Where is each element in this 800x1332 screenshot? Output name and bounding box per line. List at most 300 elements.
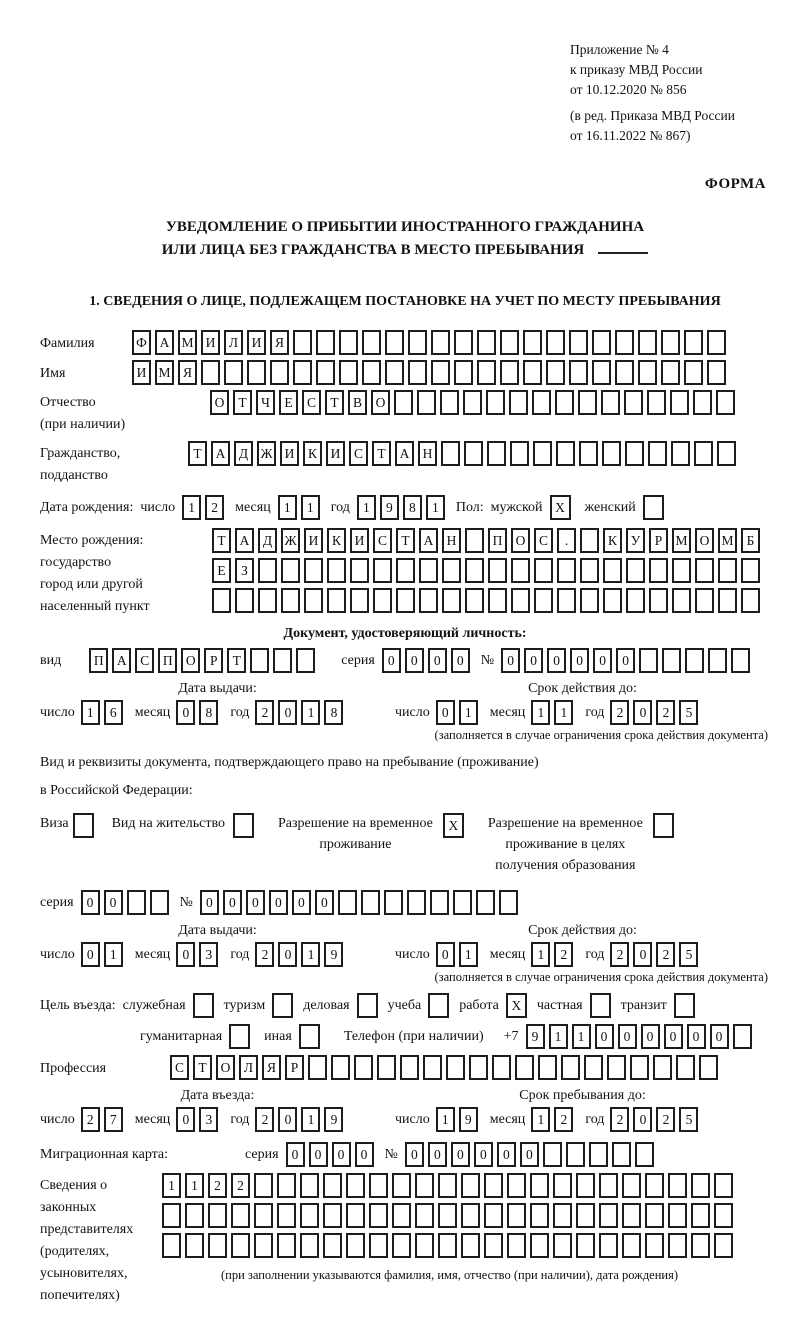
char-cell[interactable]: 0 — [200, 890, 219, 915]
char-cell[interactable]: 0 — [687, 1024, 706, 1049]
char-cell[interactable] — [645, 1173, 664, 1198]
char-cell[interactable] — [208, 1233, 227, 1258]
char-cell[interactable] — [296, 648, 315, 673]
char-cell[interactable] — [464, 441, 483, 466]
char-cell[interactable]: 1 — [572, 1024, 591, 1049]
purpose-official-checkbox[interactable] — [193, 993, 214, 1018]
char-cell[interactable]: 0 — [633, 942, 652, 967]
char-cell[interactable] — [602, 441, 621, 466]
char-cell[interactable]: 9 — [324, 942, 343, 967]
char-cell[interactable] — [396, 588, 415, 613]
char-cell[interactable] — [580, 588, 599, 613]
char-cell[interactable] — [695, 588, 714, 613]
char-cell[interactable]: Р — [649, 528, 668, 553]
char-cell[interactable] — [247, 360, 266, 385]
char-cell[interactable]: И — [326, 441, 345, 466]
char-cell[interactable] — [543, 1142, 562, 1167]
char-cell[interactable] — [676, 1055, 695, 1080]
char-cell[interactable]: Д — [234, 441, 253, 466]
char-cell[interactable]: Ж — [257, 441, 276, 466]
char-cell[interactable] — [630, 1055, 649, 1080]
char-cell[interactable]: 1 — [104, 942, 123, 967]
char-cell[interactable]: 0 — [474, 1142, 493, 1167]
char-cell[interactable]: 5 — [679, 700, 698, 725]
char-cell[interactable] — [369, 1173, 388, 1198]
char-cell[interactable]: Ч — [256, 390, 275, 415]
char-cell[interactable] — [350, 558, 369, 583]
char-cell[interactable] — [254, 1233, 273, 1258]
char-cell[interactable]: 0 — [618, 1024, 637, 1049]
char-cell[interactable]: 0 — [292, 890, 311, 915]
char-cell[interactable]: И — [350, 528, 369, 553]
char-cell[interactable]: 1 — [301, 942, 320, 967]
char-cell[interactable] — [258, 558, 277, 583]
char-cell[interactable] — [415, 1203, 434, 1228]
char-cell[interactable]: 0 — [315, 890, 334, 915]
char-cell[interactable] — [601, 390, 620, 415]
char-cell[interactable] — [150, 890, 169, 915]
char-cell[interactable] — [555, 390, 574, 415]
char-cell[interactable]: К — [303, 441, 322, 466]
char-cell[interactable]: Я — [270, 330, 289, 355]
char-cell[interactable] — [465, 558, 484, 583]
char-cell[interactable] — [500, 330, 519, 355]
char-cell[interactable] — [323, 1173, 342, 1198]
char-cell[interactable] — [532, 390, 551, 415]
char-cell[interactable] — [440, 390, 459, 415]
char-cell[interactable]: 0 — [223, 890, 242, 915]
char-cell[interactable] — [624, 390, 643, 415]
char-cell[interactable] — [672, 558, 691, 583]
char-cell[interactable]: 0 — [382, 648, 401, 673]
char-cell[interactable]: 3 — [199, 1107, 218, 1132]
char-cell[interactable] — [649, 588, 668, 613]
char-cell[interactable]: 2 — [255, 700, 274, 725]
char-cell[interactable] — [185, 1233, 204, 1258]
char-cell[interactable] — [392, 1203, 411, 1228]
char-cell[interactable]: 0 — [278, 942, 297, 967]
visa-checkbox[interactable] — [73, 813, 94, 838]
char-cell[interactable] — [553, 1203, 572, 1228]
char-cell[interactable]: 1 — [301, 1107, 320, 1132]
char-cell[interactable] — [407, 890, 426, 915]
char-cell[interactable] — [718, 558, 737, 583]
char-cell[interactable]: 0 — [501, 648, 520, 673]
char-cell[interactable] — [507, 1173, 526, 1198]
char-cell[interactable] — [162, 1233, 181, 1258]
char-cell[interactable] — [599, 1203, 618, 1228]
char-cell[interactable] — [668, 1203, 687, 1228]
char-cell[interactable] — [441, 441, 460, 466]
char-cell[interactable] — [509, 390, 528, 415]
char-cell[interactable]: 5 — [679, 942, 698, 967]
char-cell[interactable]: 1 — [531, 1107, 550, 1132]
char-cell[interactable] — [533, 441, 552, 466]
char-cell[interactable] — [377, 1055, 396, 1080]
char-cell[interactable]: Т — [396, 528, 415, 553]
char-cell[interactable]: 2 — [610, 700, 629, 725]
char-cell[interactable] — [430, 890, 449, 915]
char-cell[interactable] — [300, 1203, 319, 1228]
char-cell[interactable] — [741, 558, 760, 583]
purpose-other-checkbox[interactable] — [299, 1024, 320, 1049]
char-cell[interactable] — [733, 1024, 752, 1049]
char-cell[interactable] — [396, 558, 415, 583]
char-cell[interactable] — [373, 558, 392, 583]
char-cell[interactable] — [693, 390, 712, 415]
char-cell[interactable]: 0 — [428, 1142, 447, 1167]
char-cell[interactable]: 0 — [355, 1142, 374, 1167]
char-cell[interactable] — [530, 1233, 549, 1258]
char-cell[interactable] — [566, 1142, 585, 1167]
char-cell[interactable] — [361, 890, 380, 915]
char-cell[interactable]: М — [672, 528, 691, 553]
char-cell[interactable] — [417, 390, 436, 415]
char-cell[interactable]: 0 — [595, 1024, 614, 1049]
char-cell[interactable]: 0 — [664, 1024, 683, 1049]
char-cell[interactable] — [557, 588, 576, 613]
char-cell[interactable] — [477, 330, 496, 355]
char-cell[interactable]: О — [695, 528, 714, 553]
char-cell[interactable]: И — [280, 441, 299, 466]
char-cell[interactable] — [546, 360, 565, 385]
char-cell[interactable]: 2 — [81, 1107, 100, 1132]
char-cell[interactable]: Т — [325, 390, 344, 415]
char-cell[interactable]: С — [135, 648, 154, 673]
char-cell[interactable] — [607, 1055, 626, 1080]
char-cell[interactable]: А — [211, 441, 230, 466]
char-cell[interactable]: С — [302, 390, 321, 415]
char-cell[interactable]: А — [419, 528, 438, 553]
char-cell[interactable] — [603, 558, 622, 583]
char-cell[interactable] — [465, 588, 484, 613]
char-cell[interactable]: 0 — [497, 1142, 516, 1167]
char-cell[interactable] — [510, 441, 529, 466]
char-cell[interactable] — [534, 588, 553, 613]
char-cell[interactable] — [653, 1055, 672, 1080]
char-cell[interactable] — [281, 558, 300, 583]
char-cell[interactable]: К — [327, 528, 346, 553]
char-cell[interactable] — [592, 360, 611, 385]
char-cell[interactable]: 2 — [554, 1107, 573, 1132]
char-cell[interactable] — [635, 1142, 654, 1167]
char-cell[interactable] — [584, 1055, 603, 1080]
char-cell[interactable] — [338, 890, 357, 915]
char-cell[interactable] — [714, 1173, 733, 1198]
char-cell[interactable]: Е — [279, 390, 298, 415]
char-cell[interactable]: 0 — [436, 700, 455, 725]
char-cell[interactable]: С — [373, 528, 392, 553]
char-cell[interactable]: 2 — [205, 495, 224, 520]
char-cell[interactable] — [707, 360, 726, 385]
char-cell[interactable]: 0 — [641, 1024, 660, 1049]
char-cell[interactable] — [304, 558, 323, 583]
char-cell[interactable]: 0 — [246, 890, 265, 915]
char-cell[interactable] — [484, 1203, 503, 1228]
char-cell[interactable] — [277, 1203, 296, 1228]
char-cell[interactable]: Т — [227, 648, 246, 673]
char-cell[interactable] — [662, 648, 681, 673]
char-cell[interactable]: 0 — [436, 942, 455, 967]
char-cell[interactable] — [438, 1203, 457, 1228]
char-cell[interactable] — [647, 390, 666, 415]
char-cell[interactable] — [258, 588, 277, 613]
char-cell[interactable]: М — [718, 528, 737, 553]
char-cell[interactable] — [487, 441, 506, 466]
char-cell[interactable] — [523, 360, 542, 385]
purpose-business-checkbox[interactable] — [357, 993, 378, 1018]
char-cell[interactable]: О — [371, 390, 390, 415]
char-cell[interactable]: Т — [193, 1055, 212, 1080]
char-cell[interactable] — [492, 1055, 511, 1080]
char-cell[interactable]: О — [181, 648, 200, 673]
char-cell[interactable] — [626, 558, 645, 583]
char-cell[interactable] — [442, 558, 461, 583]
char-cell[interactable] — [668, 1233, 687, 1258]
char-cell[interactable] — [589, 1142, 608, 1167]
char-cell[interactable]: 0 — [278, 700, 297, 725]
char-cell[interactable] — [373, 588, 392, 613]
char-cell[interactable]: 0 — [104, 890, 123, 915]
char-cell[interactable] — [645, 1203, 664, 1228]
char-cell[interactable] — [442, 588, 461, 613]
char-cell[interactable]: Я — [262, 1055, 281, 1080]
char-cell[interactable]: . — [557, 528, 576, 553]
char-cell[interactable]: Л — [239, 1055, 258, 1080]
char-cell[interactable] — [463, 390, 482, 415]
char-cell[interactable] — [638, 360, 657, 385]
char-cell[interactable] — [515, 1055, 534, 1080]
char-cell[interactable]: 0 — [710, 1024, 729, 1049]
char-cell[interactable] — [717, 441, 736, 466]
char-cell[interactable] — [645, 1233, 664, 1258]
char-cell[interactable] — [354, 1055, 373, 1080]
char-cell[interactable] — [465, 528, 484, 553]
char-cell[interactable]: 0 — [451, 1142, 470, 1167]
char-cell[interactable] — [569, 360, 588, 385]
char-cell[interactable] — [400, 1055, 419, 1080]
char-cell[interactable] — [339, 360, 358, 385]
char-cell[interactable] — [346, 1173, 365, 1198]
char-cell[interactable] — [530, 1173, 549, 1198]
char-cell[interactable] — [316, 360, 335, 385]
char-cell[interactable] — [671, 441, 690, 466]
char-cell[interactable]: 2 — [255, 942, 274, 967]
char-cell[interactable] — [599, 1233, 618, 1258]
char-cell[interactable]: 1 — [182, 495, 201, 520]
char-cell[interactable]: 2 — [610, 942, 629, 967]
char-cell[interactable]: 1 — [459, 700, 478, 725]
char-cell[interactable]: 2 — [656, 942, 675, 967]
char-cell[interactable]: 0 — [593, 648, 612, 673]
char-cell[interactable] — [578, 390, 597, 415]
char-cell[interactable]: 8 — [199, 700, 218, 725]
char-cell[interactable] — [691, 1233, 710, 1258]
char-cell[interactable] — [476, 890, 495, 915]
char-cell[interactable] — [293, 360, 312, 385]
char-cell[interactable]: 2 — [231, 1173, 250, 1198]
char-cell[interactable] — [714, 1203, 733, 1228]
purpose-private-checkbox[interactable] — [590, 993, 611, 1018]
char-cell[interactable] — [438, 1173, 457, 1198]
char-cell[interactable]: П — [488, 528, 507, 553]
char-cell[interactable]: 0 — [286, 1142, 305, 1167]
male-checkbox[interactable]: X — [550, 495, 571, 520]
char-cell[interactable]: 1 — [81, 700, 100, 725]
char-cell[interactable] — [231, 1233, 250, 1258]
char-cell[interactable]: 2 — [656, 1107, 675, 1132]
char-cell[interactable] — [277, 1173, 296, 1198]
char-cell[interactable]: И — [247, 330, 266, 355]
char-cell[interactable] — [523, 330, 542, 355]
char-cell[interactable]: И — [132, 360, 151, 385]
char-cell[interactable] — [316, 330, 335, 355]
char-cell[interactable]: 0 — [176, 1107, 195, 1132]
char-cell[interactable]: 0 — [405, 648, 424, 673]
char-cell[interactable] — [362, 330, 381, 355]
char-cell[interactable] — [212, 588, 231, 613]
char-cell[interactable] — [162, 1203, 181, 1228]
char-cell[interactable] — [346, 1203, 365, 1228]
char-cell[interactable]: 0 — [269, 890, 288, 915]
char-cell[interactable] — [385, 360, 404, 385]
residence-permit-checkbox[interactable] — [233, 813, 254, 838]
char-cell[interactable] — [385, 330, 404, 355]
char-cell[interactable] — [488, 558, 507, 583]
char-cell[interactable] — [546, 330, 565, 355]
char-cell[interactable] — [615, 360, 634, 385]
char-cell[interactable] — [500, 360, 519, 385]
char-cell[interactable]: Т — [233, 390, 252, 415]
char-cell[interactable] — [714, 1233, 733, 1258]
char-cell[interactable]: 1 — [162, 1173, 181, 1198]
char-cell[interactable]: Н — [418, 441, 437, 466]
char-cell[interactable] — [300, 1173, 319, 1198]
char-cell[interactable]: 1 — [357, 495, 376, 520]
char-cell[interactable] — [661, 330, 680, 355]
char-cell[interactable]: 2 — [208, 1173, 227, 1198]
char-cell[interactable] — [270, 360, 289, 385]
char-cell[interactable]: 1 — [301, 700, 320, 725]
char-cell[interactable]: С — [349, 441, 368, 466]
char-cell[interactable] — [431, 360, 450, 385]
char-cell[interactable] — [461, 1203, 480, 1228]
char-cell[interactable] — [484, 1233, 503, 1258]
char-cell[interactable] — [392, 1233, 411, 1258]
char-cell[interactable]: 2 — [554, 942, 573, 967]
char-cell[interactable]: Я — [178, 360, 197, 385]
char-cell[interactable] — [708, 648, 727, 673]
char-cell[interactable] — [308, 1055, 327, 1080]
char-cell[interactable] — [423, 1055, 442, 1080]
purpose-work-checkbox[interactable]: X — [506, 993, 527, 1018]
char-cell[interactable] — [369, 1203, 388, 1228]
char-cell[interactable] — [511, 558, 530, 583]
char-cell[interactable] — [304, 588, 323, 613]
char-cell[interactable] — [339, 330, 358, 355]
char-cell[interactable] — [327, 558, 346, 583]
char-cell[interactable] — [553, 1233, 572, 1258]
char-cell[interactable] — [538, 1055, 557, 1080]
char-cell[interactable] — [346, 1233, 365, 1258]
char-cell[interactable] — [250, 648, 269, 673]
char-cell[interactable]: М — [155, 360, 174, 385]
char-cell[interactable]: 0 — [309, 1142, 328, 1167]
char-cell[interactable] — [661, 360, 680, 385]
char-cell[interactable]: 1 — [531, 942, 550, 967]
char-cell[interactable]: Т — [212, 528, 231, 553]
char-cell[interactable]: Л — [224, 330, 243, 355]
char-cell[interactable]: С — [534, 528, 553, 553]
char-cell[interactable] — [369, 1233, 388, 1258]
char-cell[interactable]: 1 — [185, 1173, 204, 1198]
char-cell[interactable] — [469, 1055, 488, 1080]
char-cell[interactable] — [626, 588, 645, 613]
char-cell[interactable]: Т — [372, 441, 391, 466]
char-cell[interactable] — [603, 588, 622, 613]
char-cell[interactable] — [695, 558, 714, 583]
char-cell[interactable] — [461, 1233, 480, 1258]
char-cell[interactable] — [254, 1173, 273, 1198]
char-cell[interactable]: О — [216, 1055, 235, 1080]
char-cell[interactable]: 0 — [570, 648, 589, 673]
char-cell[interactable] — [499, 890, 518, 915]
char-cell[interactable]: Б — [741, 528, 760, 553]
char-cell[interactable] — [350, 588, 369, 613]
char-cell[interactable] — [691, 1173, 710, 1198]
char-cell[interactable] — [580, 528, 599, 553]
char-cell[interactable] — [599, 1173, 618, 1198]
char-cell[interactable] — [415, 1173, 434, 1198]
char-cell[interactable]: 8 — [403, 495, 422, 520]
char-cell[interactable] — [224, 360, 243, 385]
char-cell[interactable] — [557, 558, 576, 583]
char-cell[interactable] — [691, 1203, 710, 1228]
char-cell[interactable] — [323, 1233, 342, 1258]
char-cell[interactable] — [684, 360, 703, 385]
char-cell[interactable] — [454, 360, 473, 385]
char-cell[interactable] — [392, 1173, 411, 1198]
char-cell[interactable]: 0 — [524, 648, 543, 673]
char-cell[interactable] — [208, 1203, 227, 1228]
char-cell[interactable] — [622, 1173, 641, 1198]
char-cell[interactable] — [453, 890, 472, 915]
char-cell[interactable]: З — [235, 558, 254, 583]
char-cell[interactable]: 0 — [633, 700, 652, 725]
char-cell[interactable]: 1 — [426, 495, 445, 520]
char-cell[interactable]: 0 — [81, 942, 100, 967]
purpose-humanitarian-checkbox[interactable] — [229, 1024, 250, 1049]
char-cell[interactable] — [731, 648, 750, 673]
char-cell[interactable] — [707, 330, 726, 355]
char-cell[interactable] — [741, 588, 760, 613]
char-cell[interactable] — [454, 330, 473, 355]
char-cell[interactable]: А — [112, 648, 131, 673]
char-cell[interactable] — [507, 1233, 526, 1258]
purpose-transit-checkbox[interactable] — [674, 993, 695, 1018]
char-cell[interactable]: А — [155, 330, 174, 355]
char-cell[interactable] — [592, 330, 611, 355]
char-cell[interactable] — [394, 390, 413, 415]
char-cell[interactable]: 0 — [405, 1142, 424, 1167]
char-cell[interactable]: Р — [285, 1055, 304, 1080]
char-cell[interactable]: У — [626, 528, 645, 553]
char-cell[interactable]: 0 — [616, 648, 635, 673]
char-cell[interactable] — [507, 1203, 526, 1228]
char-cell[interactable] — [331, 1055, 350, 1080]
char-cell[interactable]: 1 — [554, 700, 573, 725]
char-cell[interactable]: С — [170, 1055, 189, 1080]
